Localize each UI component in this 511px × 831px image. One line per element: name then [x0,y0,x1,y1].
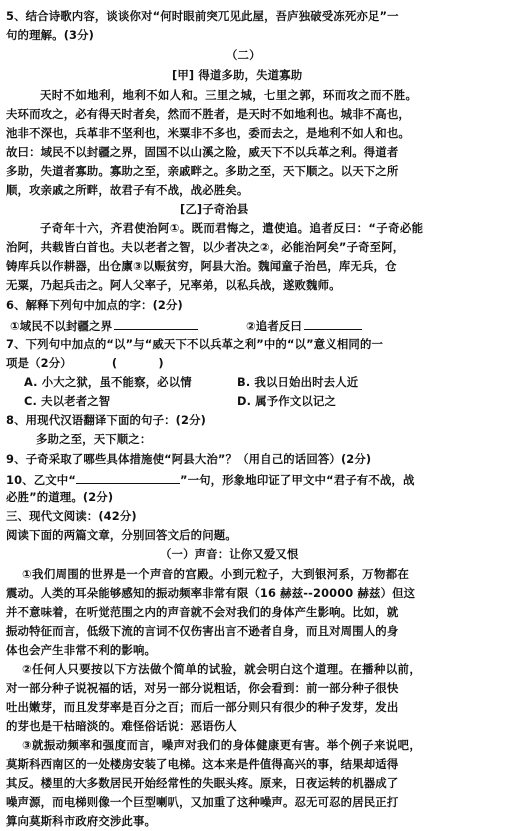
q10-line2: 必胜”的道理。(2分) [6,490,114,504]
yi-line: 无粟，乃起兵击之。阿人父率子，兄率弟，以私兵战，遂败魏师。 [6,278,341,292]
article-line: 莫斯科西南区的一处楼房安装了电梯。这本来是件值得高兴的事，结果却适得 [6,757,399,771]
section-3-instruction: 阅读下面的两篇文章，分别回答文后的问题。 [6,528,237,542]
article-line: ①我们周围的世界是一个声音的宫殿。小到元粒子，大到银河系，万物都在 [22,567,410,581]
q8-line1: 8、用现代汉语翻译下面的句子：(2分) [6,413,206,427]
q5-line2: 句的理解。(3分) [6,28,95,42]
article-line: 算向莫斯科市政府交涉此事。 [6,814,157,828]
yi-line: 治阿，共载皆白首也。夫以老者之智，以少者决之②，必能治阿矣”子奇至阿， [6,240,405,254]
jia-line: 天时不如地利，地利不如人和。三里之城，七里之郭，环而攻之而不胜。 [40,88,418,102]
yi-line: 子奇年十六，齐君使治阿①。既而君悔之，遣使追。追者反曰：“子奇必能 [40,221,424,235]
q7-line2-text: 项是（2分） [6,356,72,370]
q10-suffix: ”一句，形象地印证了甲文中“君子有不战，战 [179,473,415,487]
q8-sentence: 多助之至，天下顺之： [36,432,152,446]
q7-line1: 7、下列句中加点的“以”与“威天下不以兵革之利”中的“以”意义相同的一 [6,337,384,351]
q9-line1: 9、子奇采取了哪些具体措施使“阿县大治”？（用自己的话回答）(2分) [6,452,372,466]
article-1-title: （一）声音：让你又爱又恨 [160,547,299,561]
article-line: 其反。楼里的大多数居民开始经常性的失眠头疼。原来，日夜运转的机器成了 [6,776,399,790]
q6-line1: 6、解释下列句中加点的字：(2分) [6,298,183,312]
article-line: ②任何人只要按以下方法做个简单的试验，就会明白这个道理。在播种以前， [22,662,422,676]
yi-line: 铸库兵以作耕器，出仓廪③以赈贫穷，阿县大治。魏闻童子治邑，库无兵，仓 [6,259,397,273]
jia-title: [甲] 得道多助，失道寡助 [172,68,303,82]
article-line: 吐出嫩芽，而且发芽率是百分之百；而后一部分则只有很少的种子发芽，发出 [6,700,399,714]
article-line: 振动特征而言，低级下流的言词不仅伤害出言不逊者自身，而且对周围人的身 [6,624,399,638]
jia-line: 多助，失道者寡助。寡助之至，亲戚畔之。多助之至，天下顺之。以天下之所 [6,164,399,178]
q10-line1 [6,469,415,488]
section-2-title: （二） [226,48,261,62]
article-line: 的芽也是干枯暗淡的。难怪俗话说：恶语伤人 [6,719,237,733]
article-line: ③就振动频率和强度而言，噪声对我们的身体健康更有害。举个例子来说吧， [22,738,422,752]
jia-line: 夫环而攻之，必有得天时者矣，然而不胜者，是天时不如地利也。城非不高也， [6,107,410,121]
q7-option-d: D. 属予作文以记之 [237,394,336,408]
q6-item2 [246,315,362,334]
article-line: 对一部分种子说祝福的话，对另一部分说粗话，你会看到：前一部分种子很快 [6,681,399,695]
q6-item2-blank[interactable] [304,315,362,330]
q7-option-c: C. 夫以老者之智 [24,394,111,408]
section-3-title: 三、现代文阅读：(42分) [6,509,137,523]
article-line: 体也会产生非常不利的影响。 [6,643,157,657]
yi-title: [乙]子奇治县 [180,202,249,216]
article-line: 噪声源，而电梯则像一个巨型喇叭，又加重了这种噪声。忍无可忍的居民正打 [6,795,399,809]
q10-prefix: 10、乙文中“ [6,473,76,487]
jia-line: 故曰：域民不以封疆之界，固国不以山溪之险，威天下不以兵革之利。得道者 [6,145,399,159]
q7-line2 [6,354,164,373]
q6-item1-blank[interactable] [114,315,198,330]
q7-answer-paren[interactable]: ( ) [111,356,164,370]
article-line: 震动。人类的耳朵能够感知的振动频率非常有限（16 赫兹--20000 赫兹）但这 [6,586,416,600]
q6-item1-text: ①域民不以封疆之界 [10,319,113,333]
q7-option-a: A. 小大之狱，虽不能察，必以情 [24,375,192,389]
q10-blank[interactable] [76,469,180,484]
jia-line: 池非不深也，兵革非不坚利也，米粟非不多也，委而去之，是地利不如人和也。 [6,126,410,140]
article-line: 并不意味着，在听觉范围之内的声音就不会对我们的身体产生影响。比如，就 [6,605,399,619]
q7-option-b: B. 我以日始出时去人近 [237,375,359,389]
q6-item2-text: ②追者反曰 [246,319,302,333]
q6-item1 [10,315,198,334]
jia-line: 顺，攻亲戚之所畔，故君子有不战，战必胜矣。 [6,183,249,197]
q5-line1: 5、结合诗歌内容，谈谈你对“何时眼前突兀见此屋，吾庐独破受冻死亦足”一 [6,9,399,23]
